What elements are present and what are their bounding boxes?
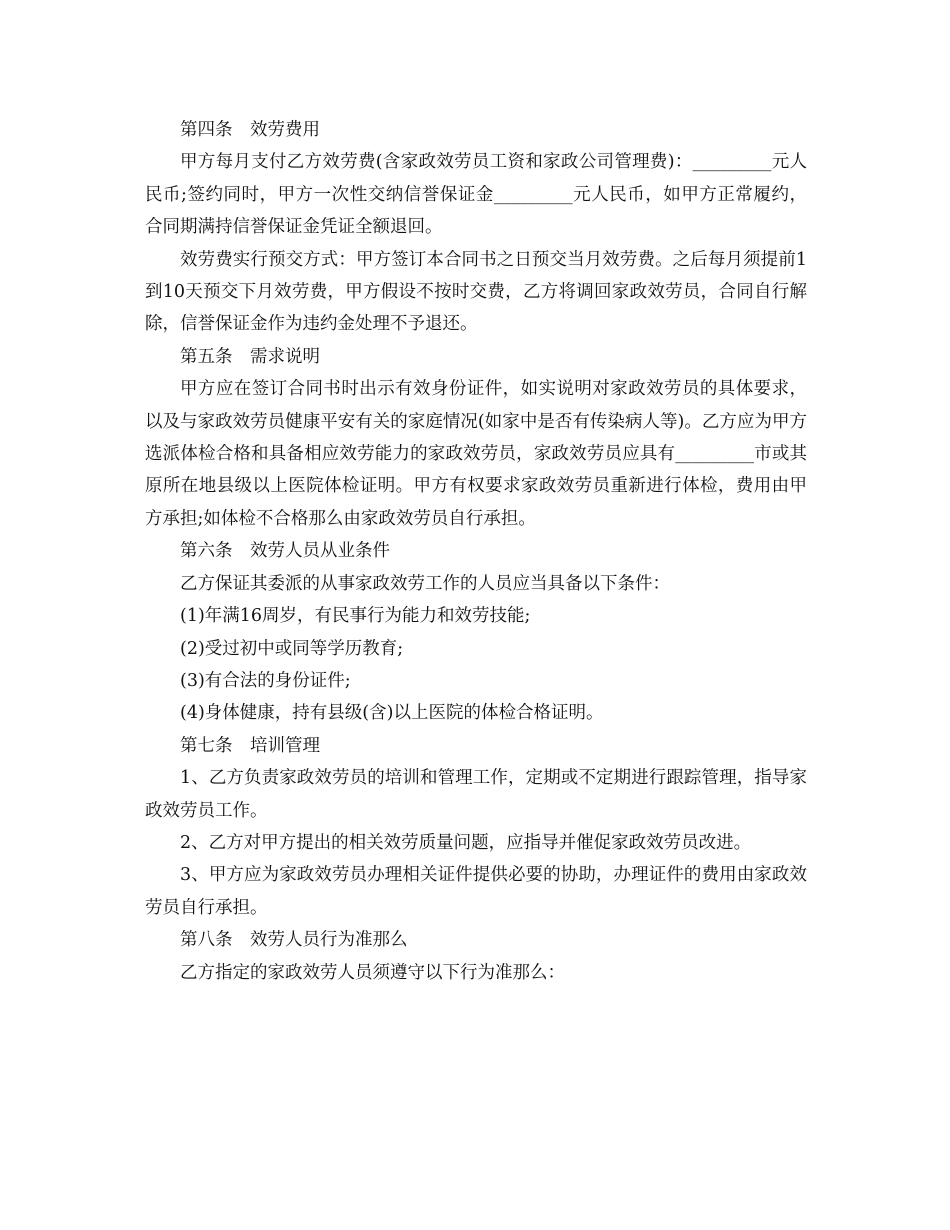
- paragraph-requirements: 甲方应在签订合同书时出示有效身份证件，如实说明对家政效劳员的具体要求，以及与家政效劳员健康平安有关的家庭情况(如家中是否有传染病人等)。乙方应为甲方选派体检合格和具备相应效劳能力的家政效劳员，家政效劳员应具有_________市或其原所在地县级以上医院体检证明。甲方有权要求家政效劳员重新进行体检，费用由甲方承担;如体检不合格那么由家政效劳员自行承担。: [145, 379, 807, 529]
- list-item-condition-1: (1)年满16周岁，有民事行为能力和效劳技能;: [180, 606, 531, 627]
- list-item-condition-3: (3)有合法的身份证件;: [180, 670, 351, 691]
- paragraph-fee-amount: 甲方每月支付乙方效劳费(含家政效劳员工资和家政公司管理费)：_________元人民币;签约同时，甲方一次性交纳信誉保证金_________元人民币，如甲方正常履约，合同期满持信誉保证金凭证全额退回。: [145, 152, 807, 238]
- paragraph-conduct-intro: 乙方指定的家政效劳人员须遵守以下行为准那么：: [180, 962, 565, 983]
- section-heading-4: 第四条 效劳费用: [180, 120, 320, 140]
- section-heading-6: 第六条 效劳人员从业条件: [180, 541, 390, 562]
- list-item-training-2: 2、乙方对甲方提出的相关效劳质量问题，应指导并催促家政效劳员改进。: [180, 832, 752, 853]
- section-heading-8: 第八条 效劳人员行为准那么: [180, 930, 408, 951]
- paragraph-fee-prepay: 效劳费实行预交方式：甲方签订本合同书之日预交当月效劳费。之后每月须提前1到10天预交下月效劳费，甲方假设不按时交费，乙方将调回家政效劳员，合同自行解除，信誉保证金作为违约金处理不予退还。: [145, 249, 807, 335]
- section-heading-5: 第五条 需求说明: [180, 346, 320, 367]
- list-item-training-3: 3、甲方应为家政效劳员办理相关证件提供必要的协助，办理证件的费用由家政效劳员自行承担。: [145, 865, 807, 918]
- document-body: [145, 114, 807, 989]
- list-item-condition-2: (2)受过初中或同等学历教育;: [180, 638, 404, 659]
- list-item-training-1: 1、乙方负责家政效劳员的培训和管理工作，定期或不定期进行跟踪管理，指导家政效劳员工作。: [145, 768, 807, 821]
- list-item-condition-4: (4)身体健康，持有县级(含)以上医院的体检合格证明。: [180, 703, 604, 724]
- section-heading-7: 第七条 培训管理: [180, 735, 320, 756]
- paragraph-conditions-intro: 乙方保证其委派的从事家政效劳工作的人员应当具备以下条件：: [180, 573, 670, 594]
